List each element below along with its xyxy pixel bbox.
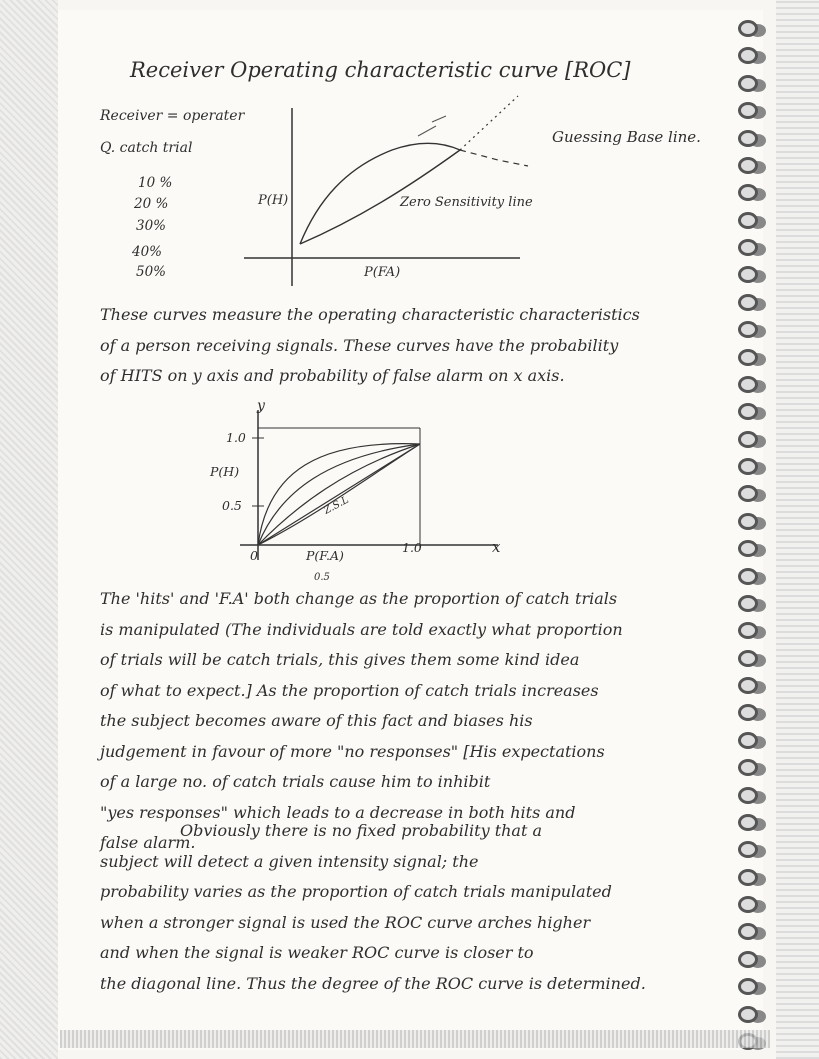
percentage-label: 40% bbox=[132, 244, 163, 260]
percentage-label: 10 % bbox=[138, 175, 173, 191]
guessing-base-line-label: Guessing Base line. bbox=[552, 128, 701, 146]
text-line: is manipulated (The individuals are told exactly what proportion bbox=[100, 619, 623, 639]
percentage-label: 20 % bbox=[134, 196, 169, 212]
chart2-x-tick-mid: 0.5 bbox=[314, 572, 330, 583]
chart2-x-axis-letter: x bbox=[492, 538, 501, 556]
text-line: Obviously there is no fixed probability that a bbox=[180, 821, 543, 840]
page-title: Receiver Operating characteristic curve [ROC] bbox=[130, 58, 631, 82]
zsl-label: Z.S.L bbox=[322, 494, 351, 517]
signal-strength-paragraph bbox=[100, 816, 646, 999]
text-line: of trials will be catch trials, this gives them some kind idea bbox=[100, 650, 580, 669]
text-line: probability varies as the proportion of catch trials manipulated bbox=[100, 882, 612, 901]
chart2-y-tick-top: 1.0 bbox=[226, 430, 246, 445]
roc-y-label: P(H) bbox=[258, 193, 289, 208]
catch-trial-note: Q. catch trial bbox=[100, 140, 193, 156]
zero-sensitivity-label: Zero Sensitivity line bbox=[400, 195, 533, 210]
roc-x-label: P(FA) bbox=[364, 265, 401, 280]
text-line: These curves measure the operating characteristic characteristics bbox=[100, 305, 640, 324]
text-line: subject will detect a given intensity signal; the bbox=[100, 851, 479, 871]
percentage-label: 50% bbox=[136, 264, 167, 280]
text-line: false alarm. bbox=[100, 833, 196, 852]
text-line: judgement in favour of more "no responses" [His expectations bbox=[100, 741, 605, 761]
chart2-y-label: P(H) bbox=[210, 464, 240, 479]
chart2-origin: 0 bbox=[250, 548, 258, 563]
chart2-y-axis-letter: y bbox=[257, 398, 265, 414]
text-line: of what to expect.] As the proportion of catch trials increases bbox=[100, 680, 599, 700]
text-line: of a large no. of catch trials cause him to inhibit bbox=[100, 772, 491, 791]
chart2-x-tick-right: 1.0 bbox=[402, 540, 422, 555]
text-line: of a person receiving signals. These curves have the probability bbox=[100, 335, 619, 355]
chart2-y-tick-mid: 0.5 bbox=[222, 498, 242, 513]
receiver-note: Receiver = operater bbox=[100, 108, 245, 124]
text-line: when a stronger signal is used the ROC curve arches higher bbox=[100, 912, 591, 932]
text-line: The 'hits' and 'F.A' both change as the proportion of catch trials bbox=[100, 589, 618, 608]
percentage-label: 30% bbox=[136, 218, 167, 234]
chart2-x-label: P(F.A) bbox=[306, 548, 344, 563]
text-line: the subject becomes aware of this fact and biases his bbox=[100, 711, 533, 730]
text-line: of HITS on y axis and probability of false alarm on x axis. bbox=[100, 366, 565, 385]
diagonal-line bbox=[258, 444, 420, 545]
text-line: and when the signal is weaker ROC curve is closer to bbox=[100, 943, 534, 962]
text-line: the diagonal line. Thus the degree of the ROC curve is determined. bbox=[100, 973, 646, 993]
text-line: "yes responses" which leads to a decrease in both hits and bbox=[100, 802, 576, 822]
